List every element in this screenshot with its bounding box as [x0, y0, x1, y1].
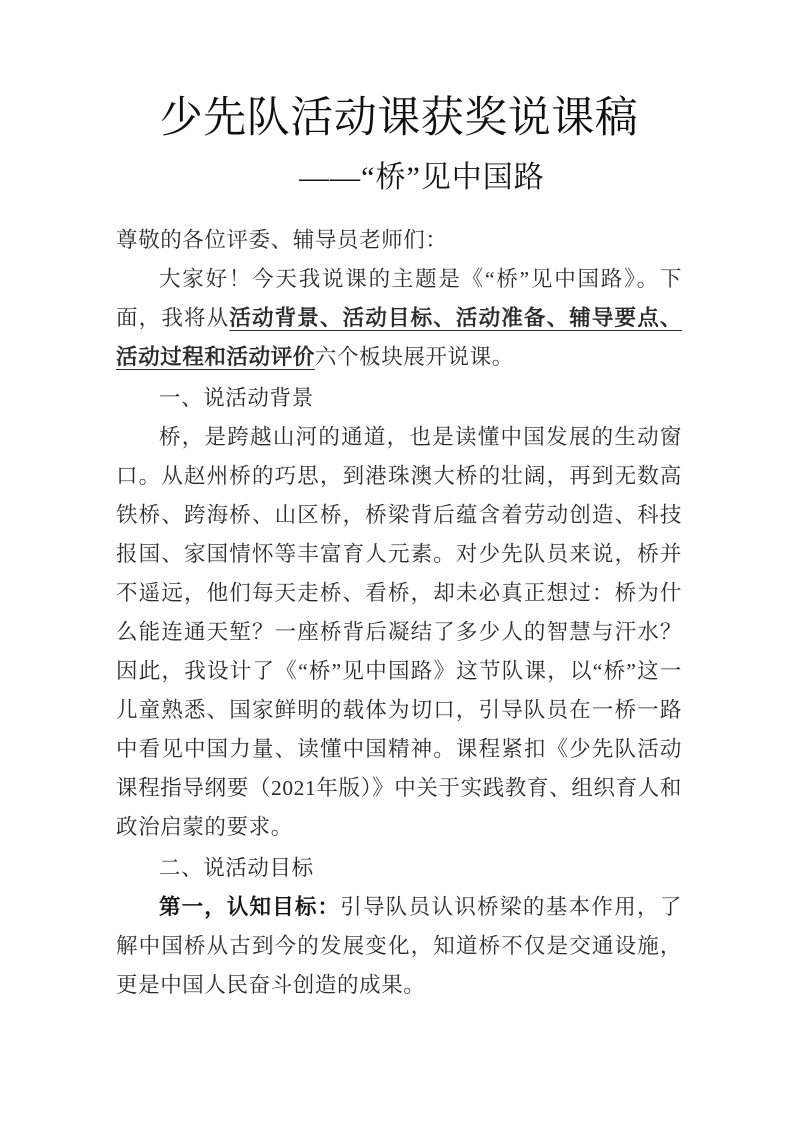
section-heading-1: 一、说活动背景 [159, 386, 314, 410]
title-body-spacer [116, 200, 682, 221]
section-heading-2: 二、说活动目标 [159, 856, 314, 880]
opening-tail-text: 六个板块展开说课。 [314, 345, 514, 369]
goal-label: 第一，认知目标： [159, 895, 341, 919]
salutation-line: 尊敬的各位评委、辅导员老师们： [116, 228, 448, 252]
opening-emphasis-text: 活动背景、活动目标、活动准备、辅导要点、活动过程和活动评价 [116, 306, 682, 369]
section-1-paragraph-1: 桥，是跨越山河的通道，也是读懂中国发展的生动窗口。从赵州桥的巧思，到港珠澳大桥的壮阔，再到无数高铁桥、跨海桥、山区桥，桥梁背后蕴含着劳动创造、科技报国、家国情怀等丰富育人元素。对少先队员来说，桥并不遥远，他们每天走桥、看桥，却未必真正想过：桥为什么能连通天堑？一座桥背后凝结了多少人的智慧与汗水？因此，我设计了《“桥”见中国路》这节队课，以“桥”这一儿童熟悉、国家鲜明的载体为切口，引导队员在一桥一路中看见中国力量、读懂中国精神。课程紧扣《少先队活动课程指导纲要（2021年版）》中关于实践教育、组织育人和政治启蒙的要求。 [116, 425, 682, 839]
page-title: 少先队活动课获奖说课稿 [159, 95, 639, 142]
section-2-goal-paragraph [116, 888, 682, 1005]
goal-text: 引导队员认识桥梁的基本作用，了解中国桥从古到今的发展变化，知道桥不仅是交通设施，更是中国人民奋斗创造的成果。 [116, 895, 682, 997]
document-content [116, 92, 682, 1005]
opening-lead-text: 大家好！今天我说课的主题是《“桥”见中国路》。下面，我将从 [116, 267, 682, 330]
opening-paragraph [116, 260, 682, 377]
page-subtitle: ——“桥”见中国路 [299, 161, 545, 194]
